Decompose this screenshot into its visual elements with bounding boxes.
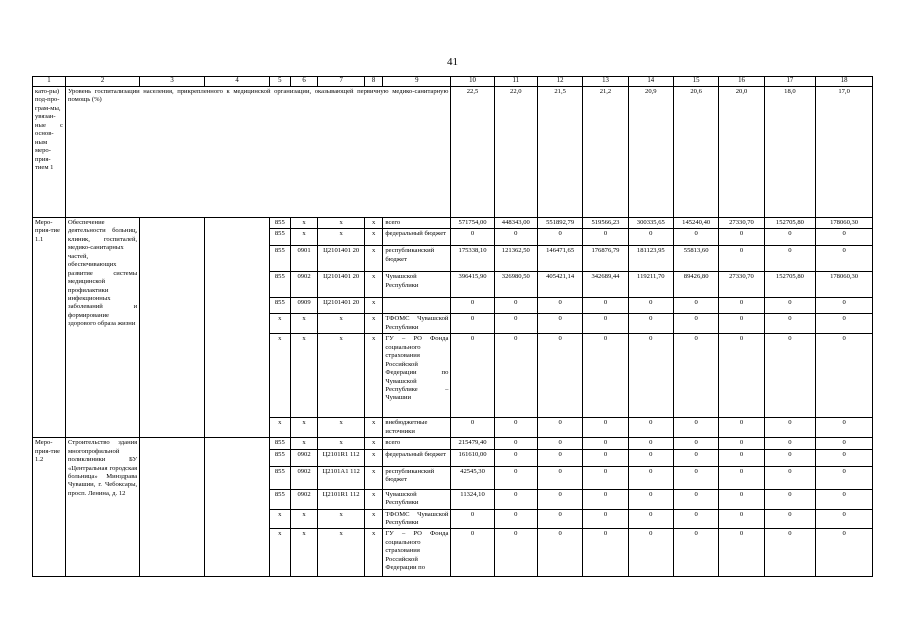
- amount: 0: [451, 529, 494, 577]
- code-target: Ц2101401 20: [318, 272, 364, 298]
- amount: 300335,65: [628, 218, 673, 229]
- measure-label: Меро-прия-тие 1.2: [33, 438, 66, 577]
- amount: 0: [816, 438, 873, 449]
- amount: 0: [494, 334, 537, 418]
- amount: 0: [719, 438, 764, 449]
- amount: 181123,95: [628, 246, 673, 272]
- column-number: 8: [364, 77, 383, 87]
- amount: 0: [719, 509, 764, 529]
- amount: 27330,70: [719, 218, 764, 229]
- code-grbs: x: [270, 509, 291, 529]
- code-target: Ц2101401 20: [318, 246, 364, 272]
- indicator-row: [33, 87, 873, 218]
- code-grbs: x: [270, 529, 291, 577]
- funding-source: [383, 298, 451, 314]
- funding-source: внебюджетные источники: [383, 418, 451, 438]
- amount: 0: [816, 529, 873, 577]
- column-number: 18: [816, 77, 873, 87]
- funding-source: ГУ – РО Фонда социального страхования Российской Федерации по: [383, 529, 451, 577]
- code-target: x: [318, 438, 364, 449]
- amount: 342689,44: [583, 272, 628, 298]
- amount: 0: [583, 449, 628, 466]
- amount: 0: [451, 314, 494, 334]
- amount: 0: [719, 334, 764, 418]
- measure-name: Обеспечение деятельности больниц, клиник, госпиталей, медико-санитарных частей, обеспечивающих развитие системы медицинской профилактики инфекционных заболеваний и формирование здорового образа жизни: [65, 218, 139, 438]
- code-type: x: [364, 246, 383, 272]
- amount: 55813,60: [673, 246, 718, 272]
- amount: 0: [816, 246, 873, 272]
- amount: 0: [816, 466, 873, 489]
- code-type: x: [364, 272, 383, 298]
- column-number: 4: [205, 77, 270, 87]
- indicator-value: 20,6: [673, 87, 718, 218]
- amount: 396415,90: [451, 272, 494, 298]
- amount: 152705,80: [764, 218, 816, 229]
- amount: 0: [494, 509, 537, 529]
- m12-row: [33, 438, 873, 449]
- column-number: 12: [537, 77, 582, 87]
- amount: 0: [764, 229, 816, 246]
- amount: 326980,50: [494, 272, 537, 298]
- amount: 0: [537, 298, 582, 314]
- code-type: x: [364, 218, 383, 229]
- amount: 0: [816, 334, 873, 418]
- amount: 0: [494, 229, 537, 246]
- amount: 0: [764, 334, 816, 418]
- column-number: 5: [270, 77, 291, 87]
- amount: 0: [673, 529, 718, 577]
- amount: 0: [451, 418, 494, 438]
- code-type: x: [364, 229, 383, 246]
- amount: 0: [764, 509, 816, 529]
- amount: 0: [764, 529, 816, 577]
- funding-source: федеральный бюджет: [383, 229, 451, 246]
- amount: 405421,14: [537, 272, 582, 298]
- funding-source: ТФОМС Чувашской Республики: [383, 509, 451, 529]
- indicator-label: като-ры) под-про-грам-мы, увязан-ные с основ-ным меро-прия-тием 1: [33, 87, 66, 218]
- code-section: 0901: [290, 246, 318, 272]
- amount: 145240,40: [673, 218, 718, 229]
- amount: 0: [673, 449, 718, 466]
- code-section: x: [290, 218, 318, 229]
- code-grbs: 855: [270, 489, 291, 509]
- amount: 0: [451, 229, 494, 246]
- code-target: x: [318, 418, 364, 438]
- code-section: 0909: [290, 298, 318, 314]
- amount: 0: [816, 229, 873, 246]
- indicator-value: 22,5: [451, 87, 494, 218]
- funding-source: республиканский бюджет: [383, 466, 451, 489]
- amount: 0: [537, 418, 582, 438]
- empty-cell: [205, 218, 270, 438]
- code-section: x: [290, 229, 318, 246]
- code-grbs: 855: [270, 298, 291, 314]
- amount: 0: [719, 489, 764, 509]
- measure-name: Строительство здания многопрофильной поликлиники БУ «Центральная городская больница» Минздрава Чувашии, г. Чебоксары, просп. Ленина, д. 12: [65, 438, 139, 577]
- code-grbs: 855: [270, 449, 291, 466]
- column-number: 9: [383, 77, 451, 87]
- code-section: x: [290, 529, 318, 577]
- code-target: Ц2101R1 112: [318, 449, 364, 466]
- funding-source: всего: [383, 438, 451, 449]
- amount: 0: [816, 489, 873, 509]
- code-section: x: [290, 438, 318, 449]
- amount: 0: [537, 466, 582, 489]
- code-section: x: [290, 314, 318, 334]
- amount: 0: [583, 438, 628, 449]
- amount: 0: [494, 298, 537, 314]
- amount: 146471,65: [537, 246, 582, 272]
- indicator-value: 20,9: [628, 87, 673, 218]
- amount: 0: [673, 466, 718, 489]
- empty-cell: [140, 218, 205, 438]
- amount: 0: [583, 489, 628, 509]
- funding-source: республиканский бюджет: [383, 246, 451, 272]
- amount: 27330,70: [719, 272, 764, 298]
- column-number: 10: [451, 77, 494, 87]
- column-number: 14: [628, 77, 673, 87]
- amount: 0: [537, 529, 582, 577]
- code-grbs: 855: [270, 272, 291, 298]
- amount: 0: [764, 449, 816, 466]
- code-type: x: [364, 438, 383, 449]
- amount: 0: [451, 334, 494, 418]
- amount: 0: [628, 314, 673, 334]
- amount: 0: [583, 509, 628, 529]
- column-number: 15: [673, 77, 718, 87]
- amount: 0: [628, 298, 673, 314]
- column-number: 2: [65, 77, 139, 87]
- amount: 119211,70: [628, 272, 673, 298]
- code-target: x: [318, 218, 364, 229]
- indicator-value: 21,5: [537, 87, 582, 218]
- amount: 0: [673, 334, 718, 418]
- code-type: x: [364, 334, 383, 418]
- amount: 0: [628, 489, 673, 509]
- amount: 0: [537, 334, 582, 418]
- amount: 0: [764, 246, 816, 272]
- column-number: 7: [318, 77, 364, 87]
- code-type: x: [364, 529, 383, 577]
- code-type: x: [364, 509, 383, 529]
- amount: 11324,10: [451, 489, 494, 509]
- amount: 0: [673, 438, 718, 449]
- amount: 0: [537, 449, 582, 466]
- code-type: x: [364, 489, 383, 509]
- amount: 0: [719, 449, 764, 466]
- amount: 0: [628, 509, 673, 529]
- code-section: 0902: [290, 466, 318, 489]
- amount: 175338,10: [451, 246, 494, 272]
- amount: 0: [719, 529, 764, 577]
- amount: 0: [494, 438, 537, 449]
- amount: 571754,00: [451, 218, 494, 229]
- indicator-value: 20,0: [719, 87, 764, 218]
- amount: 42545,30: [451, 466, 494, 489]
- code-target: x: [318, 229, 364, 246]
- code-section: 0902: [290, 489, 318, 509]
- code-grbs: x: [270, 314, 291, 334]
- indicator-value: 17,0: [816, 87, 873, 218]
- amount: 0: [764, 466, 816, 489]
- empty-cell: [205, 438, 270, 577]
- column-number: 17: [764, 77, 816, 87]
- amount: 0: [816, 509, 873, 529]
- amount: 0: [628, 438, 673, 449]
- code-type: x: [364, 449, 383, 466]
- amount: 0: [494, 449, 537, 466]
- amount: 0: [628, 334, 673, 418]
- code-type: x: [364, 466, 383, 489]
- code-grbs: 855: [270, 466, 291, 489]
- amount: 0: [764, 418, 816, 438]
- amount: 0: [673, 418, 718, 438]
- amount: 0: [719, 229, 764, 246]
- amount: 0: [673, 314, 718, 334]
- amount: 0: [583, 418, 628, 438]
- amount: 0: [451, 298, 494, 314]
- amount: 0: [673, 298, 718, 314]
- code-grbs: 855: [270, 218, 291, 229]
- m11-row: [33, 218, 873, 229]
- amount: 176876,79: [583, 246, 628, 272]
- empty-cell: [140, 438, 205, 577]
- amount: 0: [583, 314, 628, 334]
- column-number: 3: [140, 77, 205, 87]
- amount: 0: [673, 229, 718, 246]
- code-target: Ц2101401 20: [318, 298, 364, 314]
- amount: 0: [628, 449, 673, 466]
- amount: 0: [628, 529, 673, 577]
- code-grbs: 855: [270, 438, 291, 449]
- code-target: x: [318, 334, 364, 418]
- column-number: 16: [719, 77, 764, 87]
- indicator-text: Уровень госпитализации населения, прикрепленного к медицинской организации, оказывающей первичную медико-санитарную помощь (%): [65, 87, 450, 218]
- code-grbs: x: [270, 418, 291, 438]
- amount: 161610,00: [451, 449, 494, 466]
- amount: 0: [494, 529, 537, 577]
- amount: 0: [628, 229, 673, 246]
- amount: 0: [673, 489, 718, 509]
- amount: 0: [537, 509, 582, 529]
- code-grbs: x: [270, 334, 291, 418]
- amount: 0: [764, 489, 816, 509]
- amount: 152705,80: [764, 272, 816, 298]
- code-section: x: [290, 334, 318, 418]
- amount: 0: [537, 438, 582, 449]
- funding-source: ТФОМС Чувашской Республики: [383, 314, 451, 334]
- funding-source: федеральный бюджет: [383, 449, 451, 466]
- amount: 0: [816, 298, 873, 314]
- code-type: x: [364, 418, 383, 438]
- funding-source: всего: [383, 218, 451, 229]
- code-section: x: [290, 418, 318, 438]
- indicator-value: 22,0: [494, 87, 537, 218]
- amount: 0: [719, 314, 764, 334]
- amount: 0: [583, 298, 628, 314]
- amount: 178060,30: [816, 218, 873, 229]
- amount: 0: [673, 509, 718, 529]
- code-target: x: [318, 529, 364, 577]
- amount: 0: [583, 466, 628, 489]
- code-type: x: [364, 314, 383, 334]
- amount: 0: [494, 418, 537, 438]
- amount: 0: [764, 298, 816, 314]
- budget-table: [32, 76, 873, 577]
- amount: 89426,80: [673, 272, 718, 298]
- amount: 215479,40: [451, 438, 494, 449]
- funding-source: ГУ – РО Фонда социального страхования Российской Федерации по Чувашской Республике – Чувашии: [383, 334, 451, 418]
- code-section: 0902: [290, 272, 318, 298]
- amount: 519566,23: [583, 218, 628, 229]
- amount: 0: [537, 314, 582, 334]
- amount: 0: [816, 314, 873, 334]
- amount: 0: [816, 418, 873, 438]
- amount: 0: [537, 229, 582, 246]
- code-target: x: [318, 509, 364, 529]
- amount: 0: [719, 246, 764, 272]
- column-number: 13: [583, 77, 628, 87]
- funding-source: Чувашской Республики: [383, 489, 451, 509]
- amount: 0: [583, 529, 628, 577]
- column-number: 6: [290, 77, 318, 87]
- amount: 0: [583, 334, 628, 418]
- page-number: 41: [447, 56, 458, 68]
- amount: 0: [719, 418, 764, 438]
- indicator-value: 18,0: [764, 87, 816, 218]
- code-grbs: 855: [270, 229, 291, 246]
- indicator-value: 21,2: [583, 87, 628, 218]
- amount: 0: [719, 298, 764, 314]
- amount: 0: [494, 489, 537, 509]
- amount: 448343,00: [494, 218, 537, 229]
- code-target: Ц2101R1 112: [318, 489, 364, 509]
- code-target: Ц2101А1 112: [318, 466, 364, 489]
- amount: 121362,50: [494, 246, 537, 272]
- amount: 0: [494, 314, 537, 334]
- amount: 0: [537, 489, 582, 509]
- amount: 0: [764, 314, 816, 334]
- code-section: 0902: [290, 449, 318, 466]
- code-grbs: 855: [270, 246, 291, 272]
- column-number: 1: [33, 77, 66, 87]
- code-section: x: [290, 509, 318, 529]
- column-number: 11: [494, 77, 537, 87]
- amount: 0: [451, 509, 494, 529]
- amount: 0: [628, 466, 673, 489]
- amount: 0: [764, 438, 816, 449]
- measure-label: Меро-прия-тие 1.1: [33, 218, 66, 438]
- amount: 0: [816, 449, 873, 466]
- amount: 0: [494, 466, 537, 489]
- header-row: [33, 77, 873, 87]
- table-body: [33, 77, 873, 577]
- amount: 0: [628, 418, 673, 438]
- amount: 0: [719, 466, 764, 489]
- amount: 551892,79: [537, 218, 582, 229]
- code-target: x: [318, 314, 364, 334]
- amount: 178060,30: [816, 272, 873, 298]
- funding-source: Чувашской Республики: [383, 272, 451, 298]
- amount: 0: [583, 229, 628, 246]
- code-type: x: [364, 298, 383, 314]
